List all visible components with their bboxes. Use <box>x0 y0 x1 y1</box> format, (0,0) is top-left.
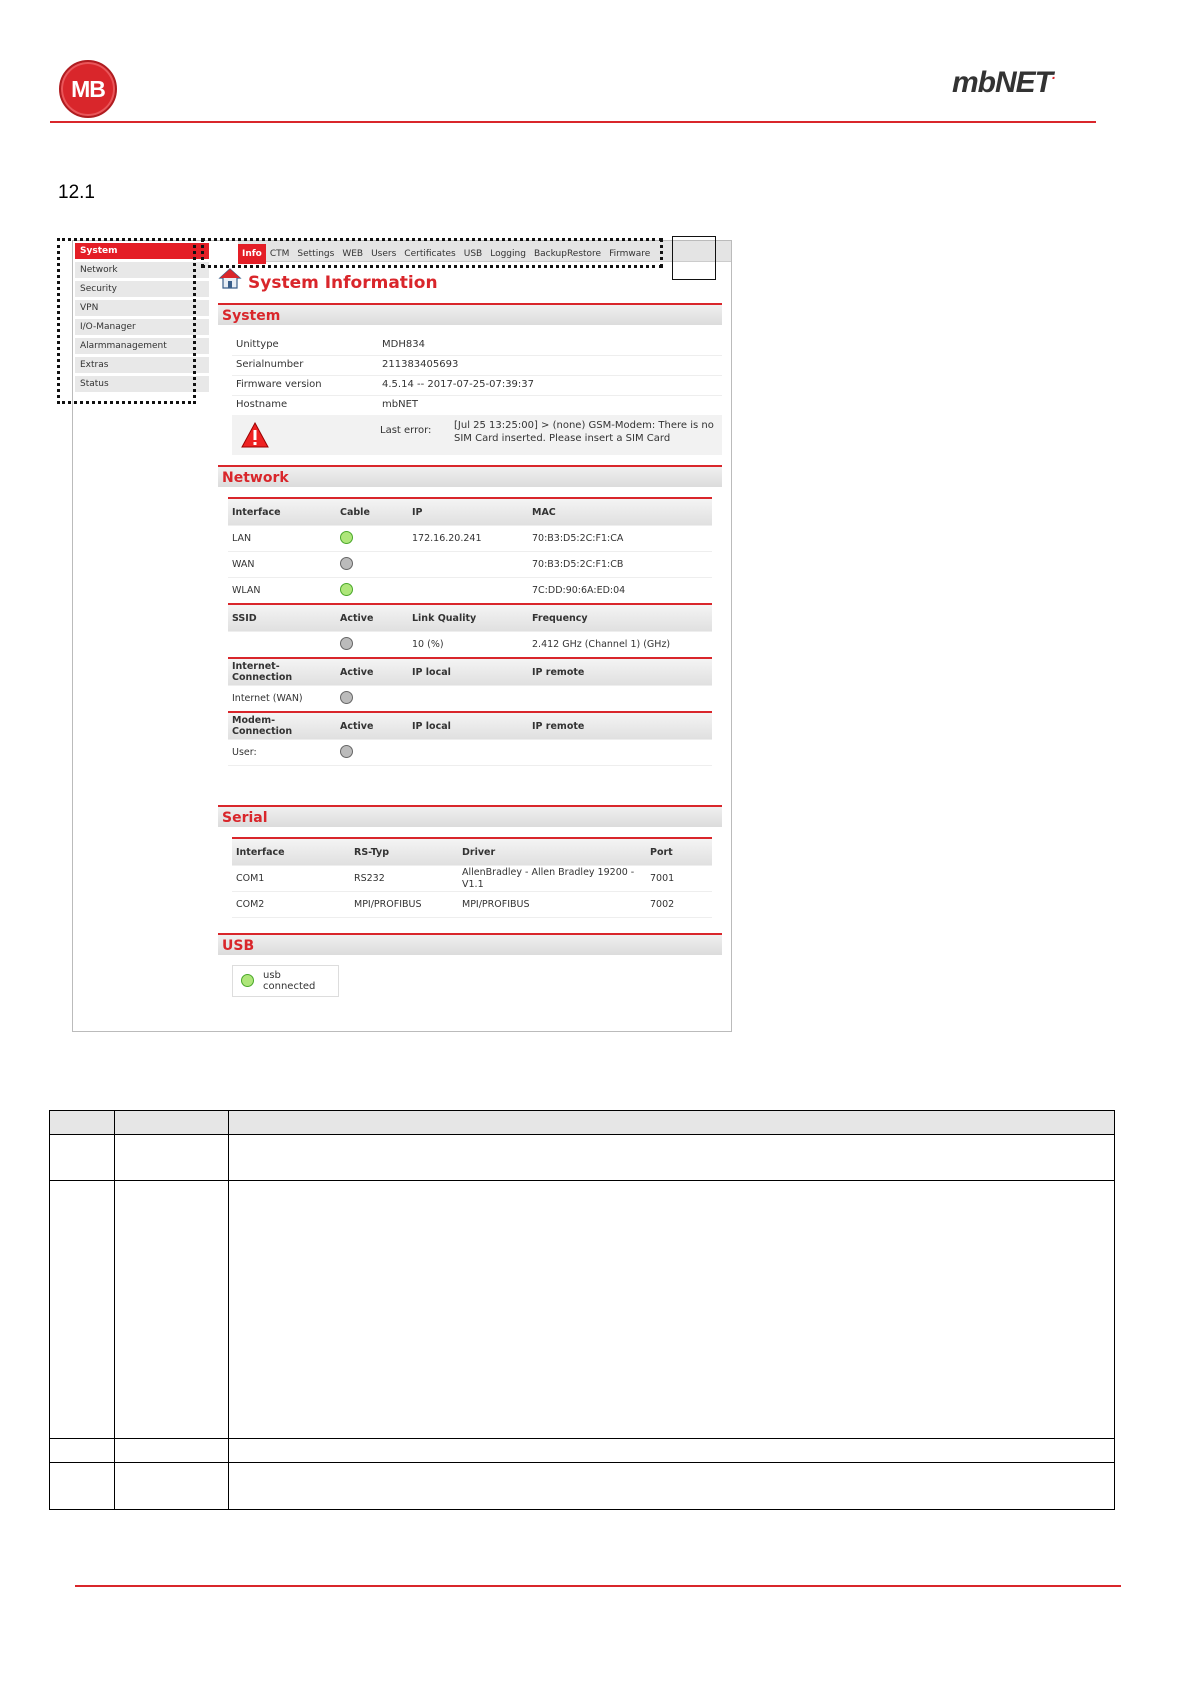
cell <box>229 1439 1115 1463</box>
led-grey-icon <box>340 691 353 704</box>
section-heading-serial: Serial <box>218 805 722 827</box>
col-header: RS-Typ <box>350 838 458 866</box>
sidebar-item-extras[interactable]: Extras <box>75 357 209 374</box>
description-table <box>49 1110 1115 1510</box>
error-text: [Jul 25 13:25:00] > (none) GSM-Modem: There is no SIM Card inserted. Please insert a SIM Card <box>454 420 714 444</box>
cell <box>50 1111 115 1135</box>
cell <box>115 1463 229 1510</box>
mbnet-logo: mbNET. <box>952 66 1055 99</box>
col-header: IP local <box>408 658 528 686</box>
col-header: Active <box>336 712 408 740</box>
led-grey-icon <box>340 745 353 758</box>
cell <box>336 526 408 552</box>
col-header: IP remote <box>528 658 712 686</box>
section-heading-network: Network <box>218 465 722 487</box>
home-icon <box>218 267 242 291</box>
col-header: Cable <box>336 498 408 526</box>
col-header: Internet-Connection <box>228 658 336 686</box>
cell: MPI/PROFIBUS <box>350 892 458 918</box>
table-header-row <box>228 604 712 632</box>
table-row <box>228 552 712 578</box>
tab-web[interactable]: WEB <box>342 249 364 259</box>
cell <box>336 552 408 578</box>
table-header-row <box>228 712 712 740</box>
col-header: IP remote <box>528 712 712 740</box>
col-header: Active <box>336 658 408 686</box>
cell <box>408 740 528 766</box>
sidebar-item-status[interactable]: Status <box>75 376 209 393</box>
kv-row: Serialnumber 211383405693 <box>232 355 722 376</box>
kv-row: Unittype MDH834 <box>232 335 722 356</box>
cell <box>408 578 528 605</box>
cell <box>229 1463 1115 1510</box>
cell: 10 (%) <box>408 632 528 659</box>
tab-backuprestore[interactable]: BackupRestore <box>533 249 602 259</box>
led-green-icon <box>340 531 353 544</box>
tab-certificates[interactable]: Certificates <box>404 249 456 259</box>
cell: 70:B3:D5:2C:F1:CB <box>528 552 712 578</box>
cell: RS232 <box>350 866 458 892</box>
cell <box>336 686 408 713</box>
cell <box>50 1463 115 1510</box>
cell <box>115 1111 229 1135</box>
table-row <box>50 1463 1115 1510</box>
led-grey-icon <box>340 557 353 570</box>
led-grey-icon <box>340 637 353 650</box>
cell <box>528 740 712 766</box>
col-header: Port <box>646 838 712 866</box>
cell <box>336 578 408 605</box>
tab-logging[interactable]: Logging <box>490 249 526 259</box>
led-green-icon <box>340 583 353 596</box>
led-green-icon <box>241 974 254 987</box>
tab-firmware[interactable]: Firmware <box>609 249 651 259</box>
col-header: SSID <box>228 604 336 632</box>
sidebar-highlight-box <box>57 238 196 404</box>
table-row <box>228 578 712 605</box>
sidebar-item-network[interactable]: Network <box>75 262 209 279</box>
cell: User: <box>228 740 336 766</box>
tab-ctm[interactable]: CTM <box>269 249 290 259</box>
cell: 172.16.20.241 <box>408 526 528 552</box>
sidebar-item-system[interactable]: System <box>75 243 209 260</box>
table-row <box>228 632 712 659</box>
col-header: IP local <box>408 712 528 740</box>
cell <box>336 632 408 659</box>
table-row <box>232 892 712 918</box>
section-heading-system: System <box>218 303 722 325</box>
table-row <box>50 1439 1115 1463</box>
cell <box>229 1181 1115 1439</box>
table-row <box>50 1135 1115 1181</box>
cell <box>229 1111 1115 1135</box>
col-header: Driver <box>458 838 646 866</box>
cell <box>50 1135 115 1181</box>
network-table <box>228 497 712 766</box>
col-header: Modem-Connection <box>228 712 336 740</box>
tab-users[interactable]: Users <box>371 249 397 259</box>
sidebar-item-security[interactable]: Security <box>75 281 209 298</box>
tabbar-highlight-box <box>201 238 663 268</box>
cell: AllenBradley - Allen Bradley 19200 - V1.1 <box>458 866 646 892</box>
cell <box>50 1439 115 1463</box>
table-row <box>228 740 712 766</box>
cell <box>228 632 336 659</box>
section-number: 12.1 <box>58 182 95 203</box>
cell: WLAN <box>228 578 336 605</box>
table-header-row <box>228 658 712 686</box>
kv-row: Hostname mbNET <box>232 395 722 416</box>
tab-usb[interactable]: USB <box>463 249 483 259</box>
usb-status-text: usb connected <box>263 970 316 992</box>
cell: 7002 <box>646 892 712 918</box>
cell <box>50 1181 115 1439</box>
error-label: Last error: <box>380 425 432 436</box>
tab-settings[interactable]: Settings <box>297 249 335 259</box>
col-header: Interface <box>228 498 336 526</box>
cell <box>408 686 528 713</box>
col-header: Link Quality <box>408 604 528 632</box>
section-heading-usb: USB <box>218 933 722 955</box>
cell <box>336 740 408 766</box>
cell <box>408 552 528 578</box>
col-header: MAC <box>528 498 712 526</box>
cell: 2.412 GHz (Channel 1) (GHz) <box>528 632 712 659</box>
usb-status-box <box>232 965 339 997</box>
table-row <box>228 526 712 552</box>
cell <box>115 1181 229 1439</box>
cell: LAN <box>228 526 336 552</box>
table-header-row <box>228 498 712 526</box>
sidebar-item-alarmmanagement[interactable]: Alarmmanagement <box>75 338 209 355</box>
cell <box>528 686 712 713</box>
cell: COM1 <box>232 866 350 892</box>
cell: 7001 <box>646 866 712 892</box>
cell <box>229 1135 1115 1181</box>
sidebar-item-io-manager[interactable]: I/O-Manager <box>75 319 209 336</box>
col-header: Active <box>336 604 408 632</box>
error-box <box>232 415 722 455</box>
cell: 7C:DD:90:6A:ED:04 <box>528 578 712 605</box>
sidebar-item-vpn[interactable]: VPN <box>75 300 209 317</box>
mb-logo: MB <box>59 60 117 118</box>
footer-rule <box>75 1585 1121 1587</box>
warning-icon <box>240 421 270 449</box>
col-header: IP <box>408 498 528 526</box>
kv-row: Firmware version 4.5.14 -- 2017-07-25-07:39:37 <box>232 375 722 396</box>
table-row <box>50 1181 1115 1439</box>
cell <box>115 1439 229 1463</box>
table-row <box>232 866 712 892</box>
table-header-row <box>232 838 712 866</box>
col-header: Frequency <box>528 604 712 632</box>
col-header: Interface <box>232 838 350 866</box>
cell: COM2 <box>232 892 350 918</box>
serial-table <box>232 837 712 918</box>
cell: Internet (WAN) <box>228 686 336 713</box>
cell: MPI/PROFIBUS <box>458 892 646 918</box>
cell: 70:B3:D5:2C:F1:CA <box>528 526 712 552</box>
callout-marker-box <box>672 236 716 280</box>
table-header-row <box>50 1111 1115 1135</box>
page-title: System Information <box>248 273 438 293</box>
cell <box>115 1135 229 1181</box>
cell: WAN <box>228 552 336 578</box>
table-row <box>228 686 712 713</box>
header-rule <box>50 121 1096 123</box>
tab-info[interactable]: Info <box>238 244 266 264</box>
